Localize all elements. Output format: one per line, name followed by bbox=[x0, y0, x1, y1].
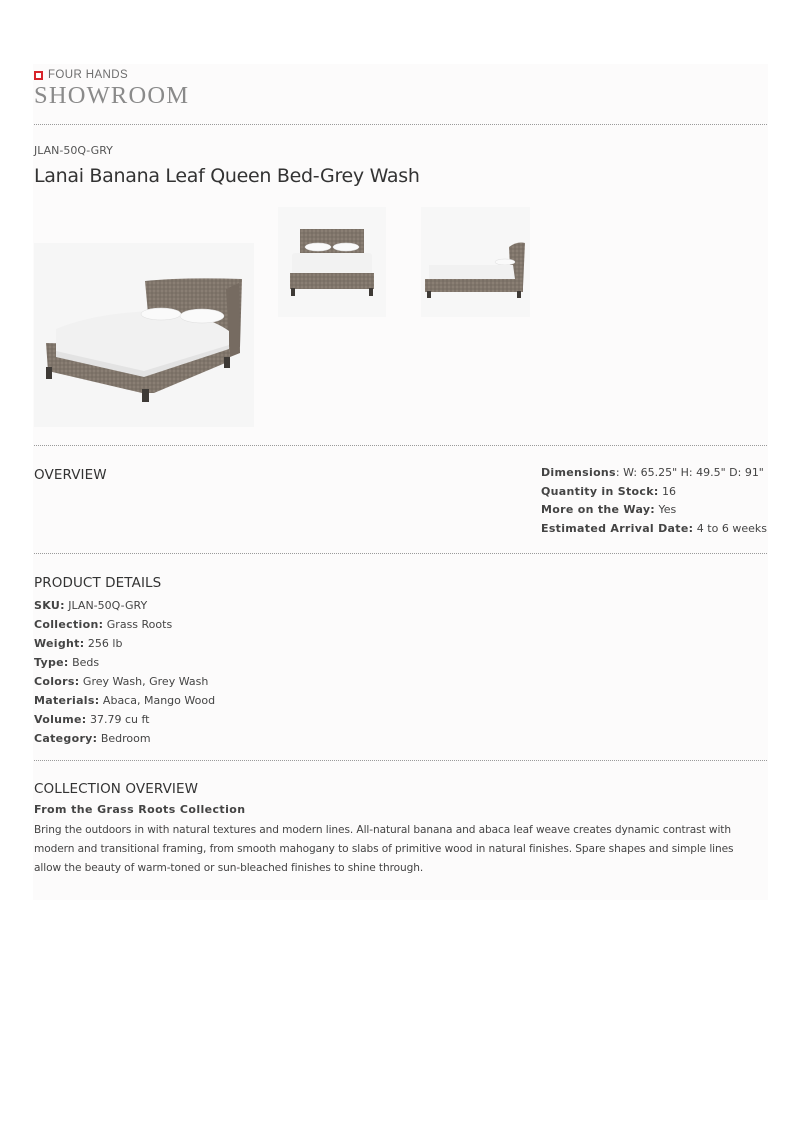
overview-specs bbox=[541, 464, 767, 538]
spec-quantity-in-stock: Quantity in Stock: 16 bbox=[541, 484, 677, 498]
bed-front-illustration bbox=[278, 207, 386, 317]
product-details-list bbox=[34, 596, 215, 748]
product-details-heading: PRODUCT DETAILS bbox=[34, 575, 162, 591]
detail-row: Colors: Grey Wash, Grey Wash bbox=[34, 675, 209, 688]
collection-subheading: From the Grass Roots Collection bbox=[34, 803, 246, 816]
detail-row: Collection: Grass Roots bbox=[34, 618, 173, 631]
collection-overview-heading: COLLECTION OVERVIEW bbox=[34, 781, 199, 797]
detail-row: Weight: 256 lb bbox=[34, 637, 123, 650]
product-image-front[interactable] bbox=[278, 207, 386, 317]
brand-logo bbox=[34, 68, 189, 109]
spec-dimensions: Dimensions: W: 65.25" H: 49.5" D: 91" bbox=[541, 466, 764, 479]
detail-row: Type: Beds bbox=[34, 656, 100, 669]
brand-square-icon bbox=[34, 71, 43, 80]
spec-more-on-the-way: More on the Way: Yes bbox=[541, 503, 677, 517]
bed-side-illustration bbox=[421, 207, 530, 317]
overview-heading: OVERVIEW bbox=[34, 467, 107, 483]
brand-subtitle: SHOWROOM bbox=[34, 82, 190, 109]
detail-row: Category: Bedroom bbox=[34, 732, 151, 745]
brand-name: FOUR HANDS bbox=[48, 69, 129, 81]
product-image-main[interactable] bbox=[34, 243, 254, 427]
collection-description: Bring the outdoors in with natural textures and modern lines. All-natural banana and abaca leaf weave creates dynamic contrast with modern and transitional framing, from smooth mahogany to slabs of primitive wood in natural finishes. Spare shapes and simple lines allow the beauty of warm-toned or sun-bleached finishes to shine through. bbox=[34, 824, 734, 874]
divider bbox=[34, 553, 767, 554]
product-sku: JLAN-50Q-GRY bbox=[34, 144, 113, 157]
bed-angled-illustration bbox=[34, 243, 254, 427]
spec-estimated-arrival: Estimated Arrival Date: 4 to 6 weeks bbox=[541, 521, 767, 535]
detail-row: Materials: Abaca, Mango Wood bbox=[34, 694, 216, 707]
product-image-side[interactable] bbox=[421, 207, 530, 317]
divider bbox=[34, 445, 767, 446]
detail-row: Volume: 37.79 cu ft bbox=[34, 713, 150, 726]
divider bbox=[34, 760, 767, 761]
detail-row: SKU: JLAN-50Q-GRY bbox=[34, 599, 148, 612]
product-title: Lanai Banana Leaf Queen Bed-Grey Wash bbox=[34, 165, 420, 187]
divider bbox=[34, 124, 767, 125]
